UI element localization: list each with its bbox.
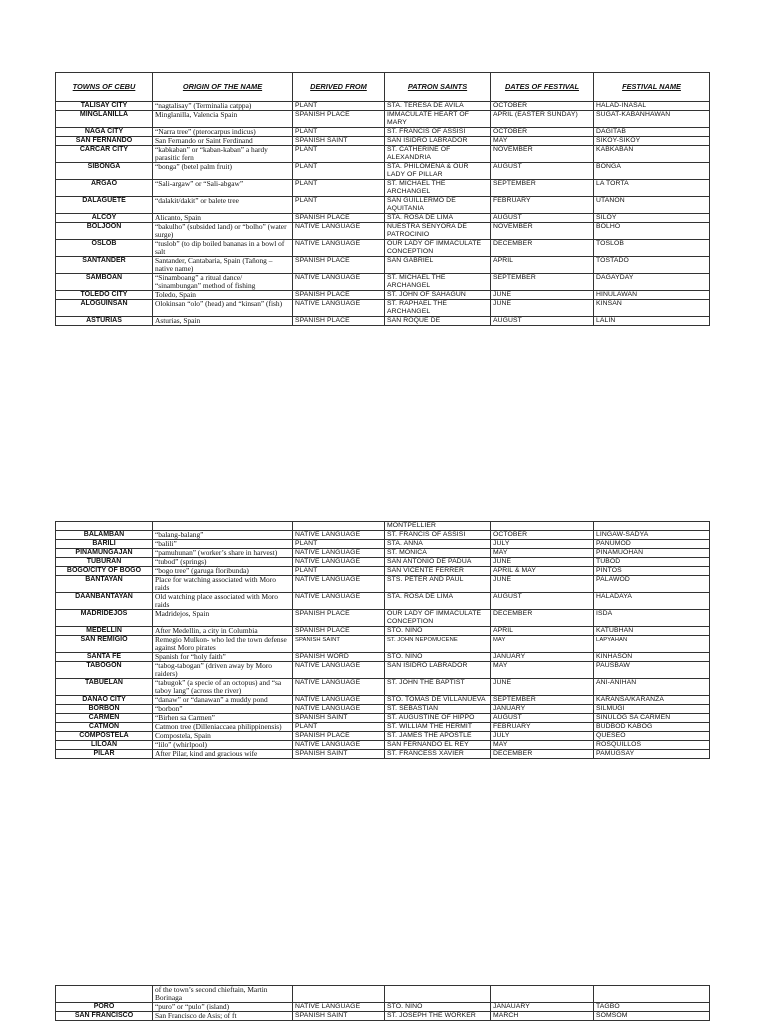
origin-cell: After Medellin, a city in Columbia [153, 627, 293, 636]
town-cell: SAN FRANCISCO [56, 1012, 153, 1021]
origin-cell: Toledo, Spain [153, 291, 293, 300]
derived-cell: SPANISH PLACE [293, 291, 385, 300]
origin-cell: “pamuhunan” (worker’s share in harvest) [153, 549, 293, 558]
origin-cell: “borbon” [153, 705, 293, 714]
town-cell: SAMBOAN [56, 274, 153, 291]
origin-cell: “tabog-tabogan” (driven away by Moro raiders) [153, 662, 293, 679]
festival-cell: HINULAWAN [594, 291, 710, 300]
date-cell: APRIL [491, 257, 594, 274]
date-cell: APRIL & MAY [491, 567, 594, 576]
date-cell: NOVEMBER [491, 223, 594, 240]
continuation-row [56, 986, 710, 1003]
header-dates: DATES OF FESTIVAL [491, 73, 594, 102]
derived-cell [293, 522, 385, 531]
festival-cell: LALIN [594, 317, 710, 326]
patron-cell: SAN ROQUE DE [385, 317, 491, 326]
patron-cell: SAN GABRIEL [385, 257, 491, 274]
town-cell: BOLJOON [56, 223, 153, 240]
town-cell: NAGA CITY [56, 128, 153, 137]
table-row [56, 732, 710, 741]
town-cell: ASTURIAS [56, 317, 153, 326]
town-cell: MADRIDEJOS [56, 610, 153, 627]
table-row [56, 576, 710, 593]
patron-cell: STA. PHILOMENA & OUR LADY OF PILLAR [385, 163, 491, 180]
derived-cell: SPANISH PLACE [293, 257, 385, 274]
patron-cell: OUR LADY OF IMMACULATE CONCEPTION [385, 240, 491, 257]
header-derived: DERIVED FROM [293, 73, 385, 102]
patron-cell: ST. JOSEPH THE WORKER [385, 1012, 491, 1021]
derived-cell: PLANT [293, 128, 385, 137]
patron-cell: STO. NIÑO [385, 653, 491, 662]
date-cell: MAY [491, 636, 594, 653]
date-cell: AUGUST [491, 163, 594, 180]
table-body-page-2 [56, 522, 710, 759]
origin-cell: Remegio Mulkon- who led the town defense against Moro pirates [153, 636, 293, 653]
date-cell: JULY [491, 732, 594, 741]
date-cell: MAY [491, 137, 594, 146]
patron-cell: SAN FERNANDO EL REY [385, 741, 491, 750]
date-cell: DECEMBER [491, 750, 594, 759]
festival-cell: KINSAN [594, 300, 710, 317]
origin-cell: Olokinsan “olo” (head) and “kinsan” (fish) [153, 300, 293, 317]
origin-cell: “Birhen sa Carmen” [153, 714, 293, 723]
festival-cell: PAUSBAW [594, 662, 710, 679]
derived-cell: SPANISH SAINT [293, 750, 385, 759]
town-cell: DAANBANTAYAN [56, 593, 153, 610]
town-cell: MINGLANILLA [56, 111, 153, 128]
table-row [56, 128, 710, 137]
table-row [56, 549, 710, 558]
festival-cell: DAGAYDAY [594, 274, 710, 291]
date-cell: APRIL (EASTER SUNDAY) [491, 111, 594, 128]
patron-cell: ST. FRANCIS OF ASSISI [385, 128, 491, 137]
festival-table-page-1 [55, 72, 710, 326]
patron-cell: ST. JOHN NEPOMUCENE [385, 636, 491, 653]
origin-continuation: of the town’s second chieftain, Martin Borinaga [153, 986, 293, 1003]
festival-cell: LAPYAHAN [594, 636, 710, 653]
date-cell: SEPTEMBER [491, 274, 594, 291]
patron-cell [385, 986, 491, 1003]
festival-cell: ANI-ANIHAN [594, 679, 710, 696]
derived-cell: SPANISH SAINT [293, 1012, 385, 1021]
town-cell: PORO [56, 1003, 153, 1012]
derived-cell: NATIVE LANGUAGE [293, 705, 385, 714]
patron-cell: SAN ISIDRO LABRADOR [385, 662, 491, 679]
origin-cell: “puro” or “pulo” (island) [153, 1003, 293, 1012]
table-row [56, 567, 710, 576]
festival-table-page-3 [55, 985, 710, 1021]
table-row [56, 741, 710, 750]
table-row [56, 662, 710, 679]
patron-cell: SAN ANTONIO DE PADUA [385, 558, 491, 567]
festival-cell: KATUBHAN [594, 627, 710, 636]
origin-cell: Spanish for “holy faith” [153, 653, 293, 662]
festival-cell: BONGA [594, 163, 710, 180]
table-row [56, 257, 710, 274]
town-cell: SAN REMIGIO [56, 636, 153, 653]
derived-cell: SPANISH PLACE [293, 317, 385, 326]
table-row [56, 317, 710, 326]
festival-cell: QUESEO [594, 732, 710, 741]
date-cell: JULY [491, 540, 594, 549]
derived-cell: SPANISH PLACE [293, 627, 385, 636]
derived-cell: SPANISH SAINT [293, 714, 385, 723]
town-cell [56, 986, 153, 1003]
town-cell: CARCAR CITY [56, 146, 153, 163]
date-cell: DECEMBER [491, 240, 594, 257]
origin-cell: Place for watching associated with Moro raids [153, 576, 293, 593]
derived-cell: PLANT [293, 197, 385, 214]
festival-cell: HALADAYA [594, 593, 710, 610]
patron-cell: STA. ANNA [385, 540, 491, 549]
origin-cell: Santander, Cantabaria, Spain (Tañong –native name) [153, 257, 293, 274]
origin-cell: “Sinamboang” a ritual dance/ “sinambungan” method of fishing [153, 274, 293, 291]
origin-cell: “bakulho” (subsided land) or “bolho” (water surge) [153, 223, 293, 240]
derived-cell: NATIVE LANGUAGE [293, 558, 385, 567]
derived-cell: SPANISH PLACE [293, 111, 385, 128]
festival-cell [594, 522, 710, 531]
patron-cell: ST. JAMES THE APOSTLE [385, 732, 491, 741]
date-cell: AUGUST [491, 214, 594, 223]
date-cell [491, 522, 594, 531]
derived-cell: PLANT [293, 540, 385, 549]
festival-cell: UTANON [594, 197, 710, 214]
patron-cell: SAN GUILLERMO DE AQUITANIA [385, 197, 491, 214]
derived-cell: NATIVE LANGUAGE [293, 549, 385, 558]
patron-cell: STS. PETER AND PAUL [385, 576, 491, 593]
date-cell: APRIL [491, 627, 594, 636]
derived-cell: SPANISH SAINT [293, 137, 385, 146]
patron-cell: ST. MICHAEL THE ARCHANGEL [385, 274, 491, 291]
origin-cell: “tuslob” (to dip boiled bananas in a bowl of salt [153, 240, 293, 257]
table-row [56, 223, 710, 240]
table-row [56, 1003, 710, 1012]
origin-cell: Alicanto, Spain [153, 214, 293, 223]
patron-continuation: MONTPELLIER [385, 522, 491, 531]
patron-cell: OUR LADY OF IMMACULATE CONCEPTION [385, 610, 491, 627]
festival-cell: SOMSOM [594, 1012, 710, 1021]
date-cell: SEPTEMBER [491, 696, 594, 705]
festival-cell: TAGBO [594, 1003, 710, 1012]
derived-cell: PLANT [293, 163, 385, 180]
table-row [56, 714, 710, 723]
origin-cell: “balili” [153, 540, 293, 549]
derived-cell: NATIVE LANGUAGE [293, 576, 385, 593]
date-cell: JANUARY [491, 653, 594, 662]
table-row [56, 274, 710, 291]
table-row [56, 240, 710, 257]
table-row [56, 653, 710, 662]
table-row [56, 180, 710, 197]
date-cell [491, 986, 594, 1003]
town-cell: TUBURAN [56, 558, 153, 567]
table-row [56, 593, 710, 610]
festival-cell: SINULOG SA CARMEN [594, 714, 710, 723]
table-row [56, 214, 710, 223]
town-cell: CARMEN [56, 714, 153, 723]
derived-cell: SPANISH PLACE [293, 610, 385, 627]
table-row [56, 1012, 710, 1021]
header-row [56, 73, 710, 102]
date-cell: AUGUST [491, 593, 594, 610]
origin-cell: San Francisco de Asis; of ft [153, 1012, 293, 1021]
origin-cell: Madridejos, Spain [153, 610, 293, 627]
patron-cell: IMMACULATE HEART OF MARY [385, 111, 491, 128]
continuation-row [56, 522, 710, 531]
table-row [56, 197, 710, 214]
festival-cell: SILOY [594, 214, 710, 223]
origin-cell: “tabugok” (a specie of an octopus) and “sa taboy lang” (across the river) [153, 679, 293, 696]
festival-cell: SUGAT-KABANHAWAN [594, 111, 710, 128]
derived-cell: NATIVE LANGUAGE [293, 531, 385, 540]
derived-cell: PLANT [293, 180, 385, 197]
town-cell: DALAGUETE [56, 197, 153, 214]
town-cell: COMPOSTELA [56, 732, 153, 741]
date-cell: AUGUST [491, 714, 594, 723]
town-cell: TABOGON [56, 662, 153, 679]
town-cell: SIBONGA [56, 163, 153, 180]
date-cell: MARCH [491, 1012, 594, 1021]
festival-cell: HALAD-INASAL [594, 102, 710, 111]
derived-cell: PLANT [293, 102, 385, 111]
derived-cell: NATIVE LANGUAGE [293, 679, 385, 696]
derived-cell: PLANT [293, 723, 385, 732]
patron-cell: STO. NIÑO [385, 627, 491, 636]
origin-cell: “dalakit/dakit” or balete tree [153, 197, 293, 214]
table-row [56, 146, 710, 163]
origin-cell: San Fernando or Saint Ferdinand [153, 137, 293, 146]
festival-cell: ROSQUILLOS [594, 741, 710, 750]
table-row [56, 558, 710, 567]
date-cell: JUNE [491, 558, 594, 567]
origin-cell: Asturias, Spain [153, 317, 293, 326]
header-towns: TOWNS OF CEBU [56, 73, 153, 102]
date-cell: FEBRUARY [491, 197, 594, 214]
town-cell: SANTANDER [56, 257, 153, 274]
date-cell: NOVEMBER [491, 146, 594, 163]
festival-cell: BUDBOD KABOG [594, 723, 710, 732]
festival-cell: TUBOD [594, 558, 710, 567]
patron-cell: ST. JOHN OF SAHAGUN [385, 291, 491, 300]
patron-cell: ST. CATHERINE OF ALEXANDRIA [385, 146, 491, 163]
town-cell: DANAO CITY [56, 696, 153, 705]
patron-cell: ST. MONICA [385, 549, 491, 558]
town-cell: MEDELLIN [56, 627, 153, 636]
patron-cell: STA. ROSA DE LIMA [385, 214, 491, 223]
origin-cell: “balang-balang” [153, 531, 293, 540]
date-cell: JANUARY [491, 705, 594, 714]
derived-cell: NATIVE LANGUAGE [293, 1003, 385, 1012]
town-cell: BALAMBAN [56, 531, 153, 540]
table-row [56, 705, 710, 714]
festival-cell: PANUMOD [594, 540, 710, 549]
origin-cell: Catmon tree (Dilleniaccaea philippinensis) [153, 723, 293, 732]
festival-cell: SILMUGI [594, 705, 710, 714]
derived-cell: NATIVE LANGUAGE [293, 593, 385, 610]
date-cell: OCTOBER [491, 128, 594, 137]
festival-cell: KABKABAN [594, 146, 710, 163]
origin-cell: “bonga” (betel palm fruit) [153, 163, 293, 180]
patron-cell: ST. WILLIAM THE HERMIT [385, 723, 491, 732]
date-cell: AUGUST [491, 317, 594, 326]
patron-cell: STA. TERESA DE AVILA [385, 102, 491, 111]
town-cell: ALCOY [56, 214, 153, 223]
derived-cell: NATIVE LANGUAGE [293, 223, 385, 240]
derived-cell: NATIVE LANGUAGE [293, 274, 385, 291]
table-row [56, 627, 710, 636]
town-cell: PINAMUNGAJAN [56, 549, 153, 558]
table-row [56, 163, 710, 180]
festival-cell: KINHASON [594, 653, 710, 662]
derived-cell: NATIVE LANGUAGE [293, 240, 385, 257]
origin-cell: Compostela, Spain [153, 732, 293, 741]
date-cell: MAY [491, 741, 594, 750]
derived-cell: PLANT [293, 146, 385, 163]
table-header [56, 73, 710, 102]
derived-cell: NATIVE LANGUAGE [293, 300, 385, 317]
patron-cell: SAN ISIDRO LABRADOR [385, 137, 491, 146]
town-cell: BANTAYAN [56, 576, 153, 593]
table-row [56, 137, 710, 146]
derived-cell: SPANISH PLACE [293, 732, 385, 741]
date-cell: JANAUARY [491, 1003, 594, 1012]
festival-cell: PAMUGSAY [594, 750, 710, 759]
table-row [56, 750, 710, 759]
patron-cell: ST. MICHAEL THE ARCHANGEL [385, 180, 491, 197]
table-row [56, 696, 710, 705]
town-cell: BORBON [56, 705, 153, 714]
festival-cell: PINAMUOHAN [594, 549, 710, 558]
festival-cell: TOSTADO [594, 257, 710, 274]
patron-cell: ST. JOHN THE BAPTIST [385, 679, 491, 696]
patron-cell: NUESTRA SENYORA DE PATROCINIO [385, 223, 491, 240]
town-cell: TABUELAN [56, 679, 153, 696]
date-cell: MAY [491, 662, 594, 679]
patron-cell: ST. FRANCIS OF ASSISI [385, 531, 491, 540]
date-cell: JUNE [491, 679, 594, 696]
festival-cell: LINGAW-SADYA [594, 531, 710, 540]
table-row [56, 300, 710, 317]
festival-cell: PALAWOD [594, 576, 710, 593]
table-body-page-1 [56, 102, 710, 326]
town-cell: TALISAY CITY [56, 102, 153, 111]
date-cell: SEPTEMBER [491, 180, 594, 197]
patron-cell: ST. SEBASTIAN [385, 705, 491, 714]
table-body-page-3 [56, 986, 710, 1021]
derived-cell: SPANISH WORD [293, 653, 385, 662]
derived-cell: SPANISH PLACE [293, 214, 385, 223]
festival-cell: BOLHO [594, 223, 710, 240]
town-cell: PILAR [56, 750, 153, 759]
town-cell: ARGAO [56, 180, 153, 197]
table-row [56, 636, 710, 653]
table-row [56, 723, 710, 732]
town-cell: BOGO/CITY OF BOGO [56, 567, 153, 576]
origin-cell: “tubod” (springs) [153, 558, 293, 567]
date-cell: FEBRUARY [491, 723, 594, 732]
table-row [56, 291, 710, 300]
patron-cell: STA. ROSA DE LIMA [385, 593, 491, 610]
town-cell [56, 522, 153, 531]
derived-cell: NATIVE LANGUAGE [293, 741, 385, 750]
festival-cell: LA TORTA [594, 180, 710, 197]
patron-cell: STO. TOMAS DE VILLANUEVA [385, 696, 491, 705]
table-row [56, 102, 710, 111]
origin-cell: “danaw” or “danawan” a muddy pond [153, 696, 293, 705]
town-cell: CATMON [56, 723, 153, 732]
origin-cell: “lilo” (whirlpool) [153, 741, 293, 750]
festival-table-page-2 [55, 521, 710, 759]
origin-cell: “bogo tree” (garuga floribunda) [153, 567, 293, 576]
derived-cell: NATIVE LANGUAGE [293, 662, 385, 679]
festival-cell: SIKOY-SIKOY [594, 137, 710, 146]
festival-cell [594, 986, 710, 1003]
date-cell: JUNE [491, 300, 594, 317]
header-origin: ORIGIN OF THE NAME [153, 73, 293, 102]
origin-cell: Old watching place associated with Moro raids [153, 593, 293, 610]
origin-cell [153, 522, 293, 531]
origin-cell: “kabkaban” or “kaban-kaban” a hardy parasitic fern [153, 146, 293, 163]
town-cell: SANTA FE [56, 653, 153, 662]
origin-cell: “Narra tree” (pterocarpus indicus) [153, 128, 293, 137]
patron-cell: STO. NIÑO [385, 1003, 491, 1012]
derived-cell: PLANT [293, 567, 385, 576]
origin-cell: “nagtalisay” (Terminalia catppa) [153, 102, 293, 111]
town-cell: OSLOB [56, 240, 153, 257]
date-cell: DECEMBER [491, 610, 594, 627]
patron-cell: ST. FRANCESS XAVIER [385, 750, 491, 759]
table-row [56, 531, 710, 540]
derived-cell: NATIVE LANGUAGE [293, 696, 385, 705]
festival-cell: DAGITAB [594, 128, 710, 137]
town-cell: TOLEDO CITY [56, 291, 153, 300]
derived-cell [293, 986, 385, 1003]
origin-cell: Minglanilla, Valencia Spain [153, 111, 293, 128]
town-cell: LILOAN [56, 741, 153, 750]
patron-cell: ST. AUGUSTINE OF HIPPO [385, 714, 491, 723]
festival-cell: KARANSA/KARANZA [594, 696, 710, 705]
date-cell: JUNE [491, 291, 594, 300]
table-row [56, 610, 710, 627]
patron-cell: ST. RAPHAEL THE ARCHANGEL [385, 300, 491, 317]
patron-cell: SAN VICENTE FERRER [385, 567, 491, 576]
town-cell: SAN FERNANDO [56, 137, 153, 146]
date-cell: MAY [491, 549, 594, 558]
festival-cell: TOSLOB [594, 240, 710, 257]
date-cell: OCTOBER [491, 102, 594, 111]
table-row [56, 540, 710, 549]
header-patron: PATRON SAINTS [385, 73, 491, 102]
town-cell: BARILI [56, 540, 153, 549]
origin-cell: After Pilar, kind and gracious wife [153, 750, 293, 759]
table-row [56, 111, 710, 128]
town-cell: ALOGUINSAN [56, 300, 153, 317]
date-cell: JUNE [491, 576, 594, 593]
festival-cell: ISDA [594, 610, 710, 627]
header-festival: FESTIVAL NAME [594, 73, 710, 102]
festival-cell: PINTOS [594, 567, 710, 576]
table-row [56, 679, 710, 696]
origin-cell: “Sali-argaw” or “Sali-abgaw” [153, 180, 293, 197]
derived-cell: SPANISH SAINT [293, 636, 385, 653]
date-cell: OCTOBER [491, 531, 594, 540]
